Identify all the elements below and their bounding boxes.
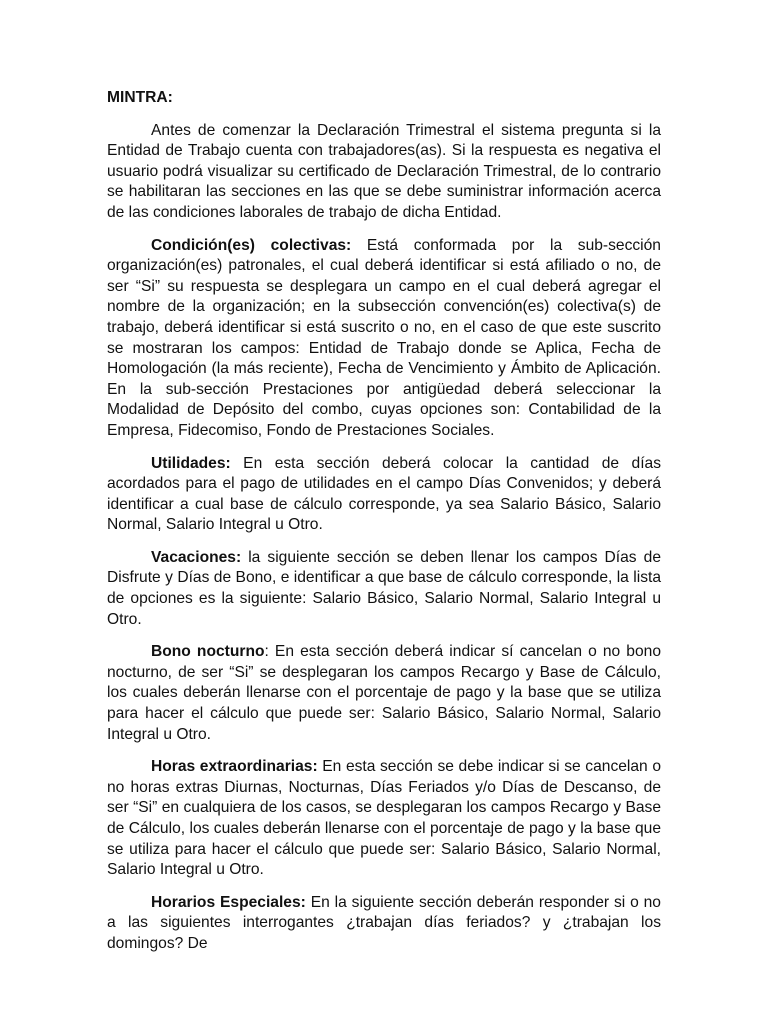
paragraph-intro xyxy=(107,121,661,224)
paragraph-text: Está conformada por la sub-sección organización(es) patronales, el cual deberá identificar si está afiliado o no, de ser “Si” su respuesta se desplegara un campo en el cual deberá agregar el nombre de la organización; en la subsección convención(es) colectiva(s) de trabajo, deberá identificar si está suscrito o no, en el caso de que este suscrito se mostraran los campos: Entidad de Trabajo donde se Aplica, Fecha de Homologación (la más reciente), Fecha de Vencimiento y Ámbito de Aplicación. En la sub-sección Prestaciones por antigüedad deberá seleccionar la Modalidad de Depósito del combo, cuyas opciones son: Contabilidad de la Empresa, Fidecomiso, Fondo de Prestaciones Sociales. xyxy=(107,236,661,439)
paragraph-text: En esta sección deberá colocar la cantidad de días acordados para el pago de utilidades en el campo Días Convenidos; y deberá identificar a cual base de cálculo corresponde, ya sea Salario Básico, Salario Normal, Salario Integral u Otro. xyxy=(107,454,661,534)
paragraph-condiciones-colectivas xyxy=(107,236,661,442)
paragraph-lead: Horas extraordinarias: xyxy=(151,758,318,776)
paragraph-lead: Condición(es) colectivas: xyxy=(151,236,352,254)
paragraph-text: la siguiente sección se deben llenar los campos Días de Disfrute y Días de Bono, e identificar a que base de cálculo corresponde, la lista de opciones es la siguiente: Salario Básico, Salario Normal, Salario Integral u Otro. xyxy=(107,548,661,628)
paragraph-utilidades xyxy=(107,454,661,536)
paragraph-lead: Vacaciones: xyxy=(151,548,242,566)
paragraph-bono-nocturno xyxy=(107,642,661,745)
paragraph-horas-extraordinarias xyxy=(107,757,661,881)
paragraph-text: En esta sección se debe indicar si se cancelan o no horas extras Diurnas, Nocturnas, Días Feriados y/o Días de Descanso, de ser “Si” en cualquiera de los casos, se desplegaran los campos Recargo y Base de Cálculo, los cuales deberán llenarse con el porcentaje de pago y la base que se utiliza para hacer el cálculo que puede ser: Salario Básico, Salario Normal, Salario Integral u Otro. xyxy=(107,758,661,879)
paragraph-lead: Horarios Especiales: xyxy=(151,893,306,911)
document-body xyxy=(107,88,661,967)
paragraph-vacaciones xyxy=(107,548,661,630)
paragraph-text: : En esta sección deberá indicar sí cancelan o no bono nocturno, de ser “Si” se desplegaran los campos Recargo y Base de Cálculo, los cuales deberán llenarse con el porcentaje de pago y la base que se utiliza para hacer el cálculo que puede ser: Salario Básico, Salario Normal, Salario Integral u Otro. xyxy=(107,643,661,743)
paragraph-text: Antes de comenzar la Declaración Trimestral el sistema pregunta si la Entidad de Trabajo cuenta con trabajadores(as). Si la respuesta es negativa el usuario podrá visualizar su certificado de Declaración Trimestral, de lo contrario se habilitaran las secciones en las que se debe suministrar información acerca de las condiciones laborales de trabajo de dicha Entidad. xyxy=(107,121,661,221)
paragraph-text: En la siguiente sección deberán responder si o no a las siguientes interrogantes ¿trabajan días feriados? y ¿trabajan los domingos? De xyxy=(107,893,661,952)
paragraph-horarios-especiales xyxy=(107,893,661,955)
document-heading: MINTRA: xyxy=(107,89,173,106)
paragraph-lead: Utilidades: xyxy=(151,454,231,472)
paragraph-lead: Bono nocturno xyxy=(151,643,265,661)
